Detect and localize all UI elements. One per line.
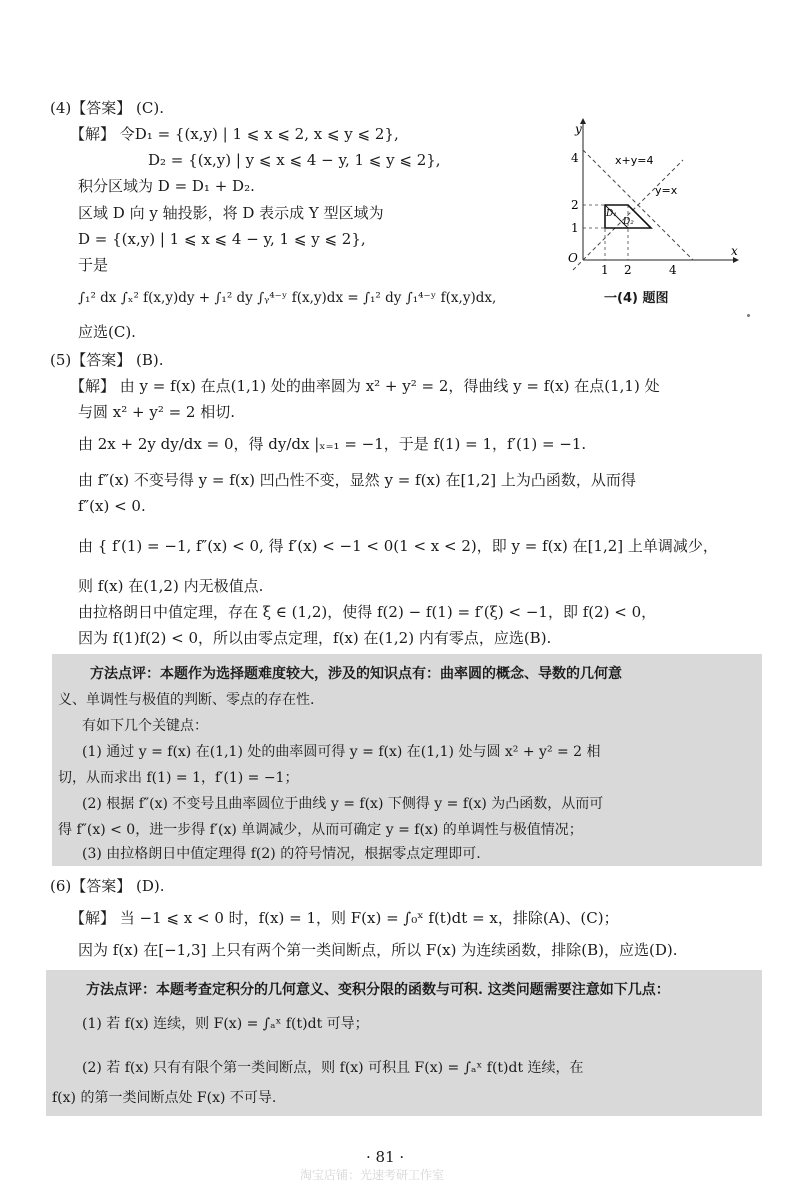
- q4-line-6: 于是: [78, 256, 109, 274]
- box1-line-3: 有如下几个关键点：: [82, 718, 208, 734]
- box1-line-4: (1) 通过 y = f(x) 在(1,1) 处的曲率圆可得 y = f(x) 在(1,1) 处与圆 x² + y² = 2 相: [82, 744, 601, 760]
- q4-line-8: 应选(C).: [78, 323, 136, 341]
- y-tick-2: 2: [571, 198, 579, 212]
- region-figure: [563, 110, 743, 310]
- q5-line-2: 与圆 x² + y² = 2 相切.: [78, 403, 236, 421]
- page-number: · 81 ·: [366, 1148, 405, 1166]
- y-tick-4: 4: [571, 151, 579, 165]
- box1-line-7: 得 f″(x) < 0，进一步得 f′(x) 单调减少，从而可确定 y = f(x) 的单调性与极值情况；: [58, 822, 583, 838]
- method-comment-box-1: [52, 654, 762, 866]
- line-label-x-plus-y: x+y=4: [615, 154, 654, 167]
- x-tick-1: 1: [601, 263, 609, 277]
- y-axis-label: y: [575, 122, 582, 136]
- q5-line-1: 【解】 由 y = f(x) 在点(1,1) 处的曲率圆为 x² + y² = 2，得曲线 y = f(x) 在点(1,1) 处: [70, 377, 660, 395]
- box1-line-2: 义、单调性与极值的判断、零点的存在性.: [58, 692, 315, 708]
- q4-line-2: D₂ = {(x,y) | y ⩽ x ⩽ 4 − y, 1 ⩽ y ⩽ 2},: [148, 151, 441, 169]
- origin-label: O: [568, 251, 578, 265]
- box2-line-2: (1) 若 f(x) 连续，则 F(x) = ∫ₐˣ f(t)dt 可导；: [82, 1016, 369, 1032]
- q5-line-6: 由 { f′(1) = −1, f″(x) < 0, 得 f′(x) < −1 < 0(1 < x < 2)，即 y = f(x) 在[1,2] 上单调减少，: [78, 537, 718, 555]
- q6-answer: (6)【答案】 (D).: [50, 877, 165, 895]
- line-label-y-eq-x: y=x: [655, 184, 678, 197]
- box2-line-3: (2) 若 f(x) 只有有限个第一类间断点，则 f(x) 可积且 F(x) = ∫ₐˣ f(t)dt 连续，在: [82, 1060, 584, 1076]
- region-d1-label: D₁: [606, 209, 617, 219]
- q4-integral-equation: ∫₁² dx ∫ₓ² f(x,y)dy + ∫₁² dy ∫ᵧ⁴⁻ʸ f(x,y)dx = ∫₁² dy ∫₁⁴⁻ʸ f(x,y)dx,: [78, 290, 497, 306]
- q5-line-5: f″(x) < 0.: [78, 497, 146, 515]
- box1-line-1: 方法点评：本题作为选择题难度较大，涉及的知识点有：曲率圆的概念、导数的几何意: [90, 666, 622, 682]
- box1-line-5: 切，从而求出 f(1) = 1，f′(1) = −1；: [58, 770, 299, 786]
- box1-line-6: (2) 根据 f″(x) 不变号且曲率圆位于曲线 y = f(x) 下侧得 y = f(x) 为凸函数，从而可: [82, 796, 604, 812]
- box2-line-1: 方法点评：本题考查定积分的几何意义、变积分限的函数与可积. 这类问题需要注意如下几点：: [86, 982, 670, 998]
- q5-line-7: 则 f(x) 在(1,2) 内无极值点.: [78, 577, 264, 595]
- q4-line-4: 区域 D 向 y 轴投影，将 D 表示成 Y 型区域为: [78, 204, 384, 222]
- x-tick-2: 2: [624, 263, 632, 277]
- q5-line-8: 由拉格朗日中值定理，存在 ξ ∈ (1,2)，使得 f(2) − f(1) = f′(ξ) < −1，即 f(2) < 0，: [78, 603, 657, 621]
- q4-line-5: D = {(x,y) | 1 ⩽ x ⩽ 4 − y, 1 ⩽ y ⩽ 2},: [78, 230, 366, 248]
- x-tick-4: 4: [669, 263, 677, 277]
- box2-line-4: f(x) 的第一类间断点处 F(x) 不可导.: [52, 1090, 277, 1106]
- q5-line-3: 由 2x + 2y dy/dx = 0，得 dy/dx |ₓ₌₁ = −1，于是 f(1) = 1，f′(1) = −1.: [78, 435, 587, 453]
- q4-answer: (4)【答案】 (C).: [50, 99, 164, 117]
- stray-dot: [747, 314, 750, 317]
- box1-line-8: (3) 由拉格朗日中值定理得 f(2) 的符号情况，根据零点定理即可.: [82, 846, 481, 862]
- region-d2-label: D₂: [623, 217, 634, 227]
- q6-line-2: 因为 f(x) 在[−1,3] 上只有两个第一类间断点，所以 F(x) 为连续函数，排除(B)，应选(D).: [78, 941, 678, 959]
- q4-line-3: 积分区域为 D = D₁ + D₂.: [78, 177, 255, 195]
- y-tick-1: 1: [571, 221, 579, 235]
- x-axis-label: x: [731, 244, 738, 258]
- q6-line-1: 【解】 当 −1 ⩽ x < 0 时，f(x) = 1，则 F(x) = ∫₀ˣ f(t)dt = x，排除(A)、(C)；: [70, 909, 619, 927]
- q5-answer: (5)【答案】 (B).: [50, 351, 164, 369]
- figure-caption: 一(4) 题图: [604, 291, 669, 306]
- q5-line-4: 由 f″(x) 不变号得 y = f(x) 凹凸性不变，显然 y = f(x) 在[1,2] 上为凸函数，从而得: [78, 471, 636, 489]
- q5-line-9: 因为 f(1)f(2) < 0，所以由零点定理，f(x) 在(1,2) 内有零点，应选(B).: [78, 629, 552, 647]
- method-comment-box-2: [46, 970, 762, 1116]
- q4-line-1: 【解】 令D₁ = {(x,y) | 1 ⩽ x ⩽ 2, x ⩽ y ⩽ 2},: [70, 125, 399, 143]
- watermark: 淘宝店铺：光速考研工作室: [300, 1168, 445, 1182]
